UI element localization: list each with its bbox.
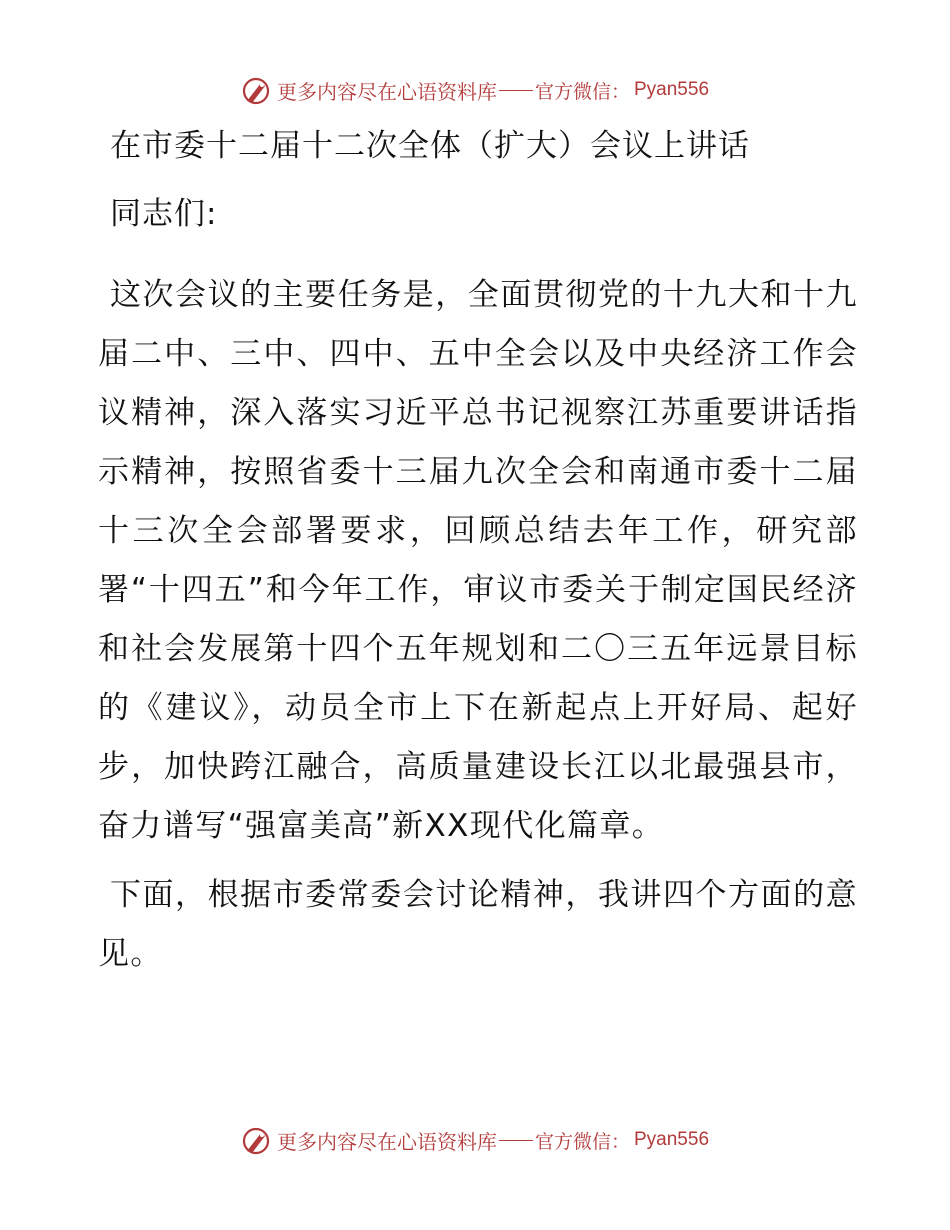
header-watermark-banner <box>0 70 950 110</box>
pen-nib-circle-icon <box>241 1125 271 1155</box>
document-title: 在市委十二届十二次全体（扩大）会议上讲话 <box>110 128 750 164</box>
banner-dash <box>499 1140 533 1141</box>
paragraph-1: 这次会议的主要任务是，全面贯彻党的十九大和十九届二中、三中、四中、五中全会以及中央经济工作会议精神，深入落实习近平总书记视察江苏重要讲话指示精神，按照省委十三届九次全会和南通市委十二届十三次全会部署要求，回顾总结去年工作，研究部署“十四五”和今年工作，审议市委关于制定国民经济和社会发展第十四个五年规划和二〇三五年远景目标的《建议》，动员全市上下在新起点上开好局、起好步，加快跨江融合，高质量建设长江以北最强县市，奋力谱写“强富美高”新XX现代化篇章。 <box>98 277 858 844</box>
banner-wechat-label: 官方微信： <box>534 1130 630 1153</box>
footer-watermark-banner <box>0 1120 950 1160</box>
salutation: 同志们: <box>110 196 218 232</box>
pen-nib-circle-icon <box>241 75 271 105</box>
banner-wechat-id: Pyan556 <box>634 1129 710 1150</box>
document-body <box>98 122 858 984</box>
banner-dash <box>499 90 533 91</box>
banner-text: 更多内容尽在心语资料库 <box>276 79 497 104</box>
banner-wechat-id: Pyan556 <box>634 79 710 100</box>
paragraph-2: 下面，根据市委常委会讨论精神，我讲四个方面的意见。 <box>98 877 858 972</box>
banner-wechat-label: 官方微信： <box>534 80 630 103</box>
banner-text: 更多内容尽在心语资料库 <box>276 1129 497 1154</box>
